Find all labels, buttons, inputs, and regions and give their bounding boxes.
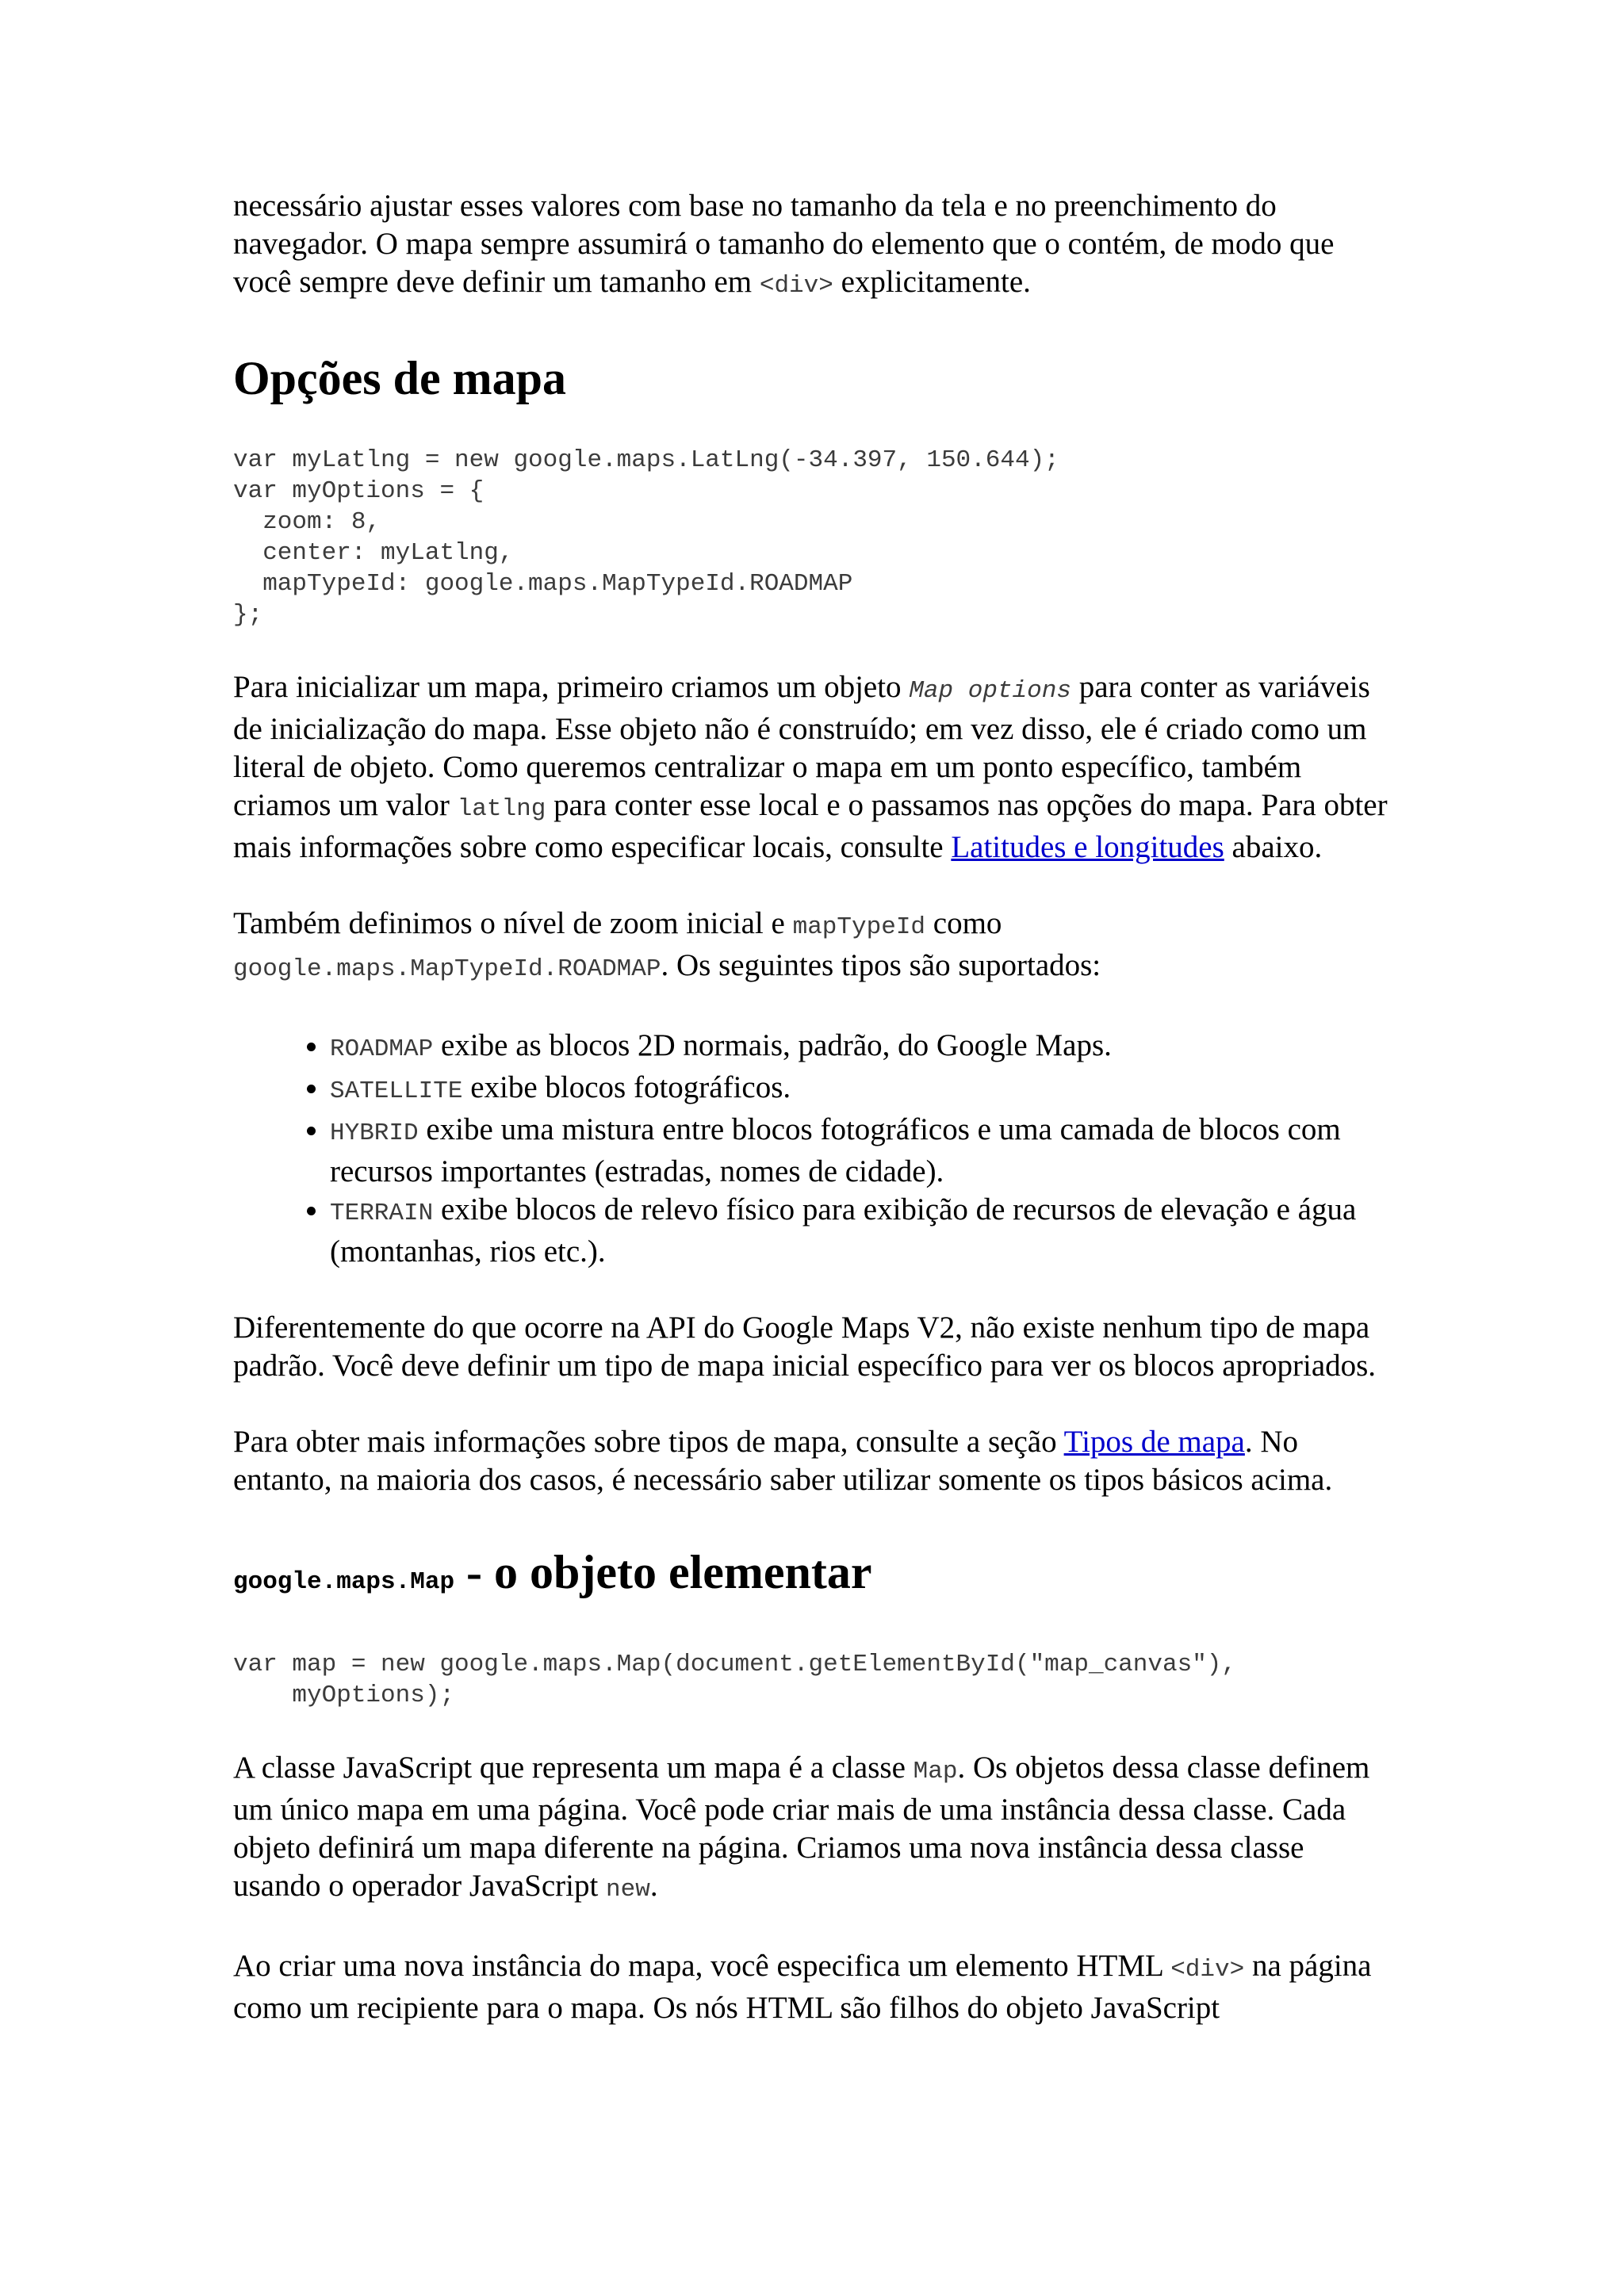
inline-code-div-2: <div> xyxy=(1170,1956,1245,1984)
paragraph-map-class xyxy=(233,1749,1399,1909)
paragraph-initialize-map xyxy=(233,668,1399,867)
document-page xyxy=(233,187,1399,2027)
list-item-text: exibe blocos de relevo físico para exibição de recursos de elevação e água (montanhas, rios etc.). xyxy=(330,1192,1357,1269)
inline-code-new: new xyxy=(606,1876,650,1904)
intro-text-1: necessário ajustar esses valores com base no tamanho da tela e no preenchimento do navegador. O mapa sempre assumirá o tamanho do elemento que o contém, de modo que você sempre deve definir um tamanho em xyxy=(233,189,1335,299)
text: . No entanto, na maioria dos casos, é necessário saber utilizar somente os tipos básicos acima. xyxy=(233,1425,1333,1497)
section-heading-map-options: Opções de mapa xyxy=(233,352,566,404)
code-block-map-options: var myLatlng = new google.maps.LatLng(-34.397, 150.644); var myOptions = { zoom: 8, center: myLatlng, mapTypeId: google.maps.MapTypeId.ROADMAP }; xyxy=(233,446,1059,629)
heading-text: - o objeto elementar xyxy=(454,1546,872,1598)
inline-code-satellite: SATELLITE xyxy=(330,1077,463,1105)
list-item-text: exibe as blocos 2D normais, padrão, do Google Maps. xyxy=(433,1028,1112,1062)
list-item xyxy=(330,1191,1399,1271)
list-item xyxy=(330,1027,1399,1069)
link-tipos-de-mapa[interactable]: Tipos de mapa xyxy=(1063,1425,1245,1459)
intro-paragraph xyxy=(233,187,1399,305)
link-latitudes-longitudes[interactable]: Latitudes e longitudes xyxy=(951,830,1224,864)
inline-code-roadmap-constant: google.maps.MapTypeId.ROADMAP xyxy=(233,955,661,983)
text: . xyxy=(649,1869,658,1903)
list-item-text: exibe uma mistura entre blocos fotográficos e uma camada de blocos com recursos importantes (estradas, nomes de cidade). xyxy=(330,1112,1341,1188)
inline-code-latlng: latlng xyxy=(457,795,546,823)
code-block-new-map: var map = new google.maps.Map(document.getElementById("map_canvas"), myOptions); xyxy=(233,1651,1237,1709)
map-types-list xyxy=(233,1027,1399,1271)
list-item xyxy=(330,1111,1399,1191)
text: A classe JavaScript que representa um mapa é a classe xyxy=(233,1751,914,1785)
inline-code-map-options: Map options xyxy=(909,677,1071,705)
text: abaixo. xyxy=(1224,830,1323,864)
text: . Os objetos dessa classe definem um único mapa em uma página. Você pode criar mais de uma instância dessa classe. Cada objeto definirá um mapa diferente na página. Criamos uma nova instância dessa classe usando o operador JavaScript xyxy=(233,1751,1370,1903)
text: como xyxy=(925,906,1002,940)
heading-code-google-maps-map: google.maps.Map xyxy=(233,1568,455,1596)
text: na página como um recipiente para o mapa. Os nós HTML são filhos do objeto JavaScript xyxy=(233,1949,1372,2025)
text: Também definimos o nível de zoom inicial e xyxy=(233,906,793,940)
inline-code-maptypeid: mapTypeId xyxy=(792,913,926,941)
inline-code-map: Map xyxy=(913,1758,958,1785)
paragraph-new-instance xyxy=(233,1947,1399,2027)
text: Para obter mais informações sobre tipos de mapa, consulte a seção xyxy=(233,1425,1064,1459)
intro-text-2: explicitamente. xyxy=(833,265,1031,299)
text: para conter as variáveis de inicialização do mapa. Esse objeto não é construído; em vez disso, ele é criado como um literal de objeto. Como queremos centralizar o mapa em um ponto específico, também criamos um valor xyxy=(233,670,1370,822)
intro-code-div: <div> xyxy=(759,272,833,300)
text: . Os seguintes tipos são suportados: xyxy=(661,948,1101,982)
inline-code-hybrid: HYBRID xyxy=(330,1119,419,1147)
list-item xyxy=(330,1069,1399,1111)
paragraph-map-types-info xyxy=(233,1423,1399,1499)
inline-code-roadmap: ROADMAP xyxy=(330,1035,434,1063)
inline-code-terrain: TERRAIN xyxy=(330,1200,434,1227)
list-item-text: exibe blocos fotográficos. xyxy=(462,1070,791,1104)
paragraph-no-default-type: Diferentemente do que ocorre na API do Google Maps V2, não existe nenhum tipo de mapa padrão. Você deve definir um tipo de mapa inicial específico para ver os blocos apropriados. xyxy=(233,1311,1377,1383)
section-heading-map-object xyxy=(233,1544,1399,1611)
text: para conter esse local e o passamos nas opções do mapa. Para obter mais informações sobre como especificar locais, consulte xyxy=(233,788,1388,864)
text: Ao criar uma nova instância do mapa, você especifica um elemento HTML xyxy=(233,1949,1171,1983)
text: Para inicializar um mapa, primeiro criamos um objeto xyxy=(233,670,910,704)
paragraph-zoom-maptype xyxy=(233,905,1399,989)
